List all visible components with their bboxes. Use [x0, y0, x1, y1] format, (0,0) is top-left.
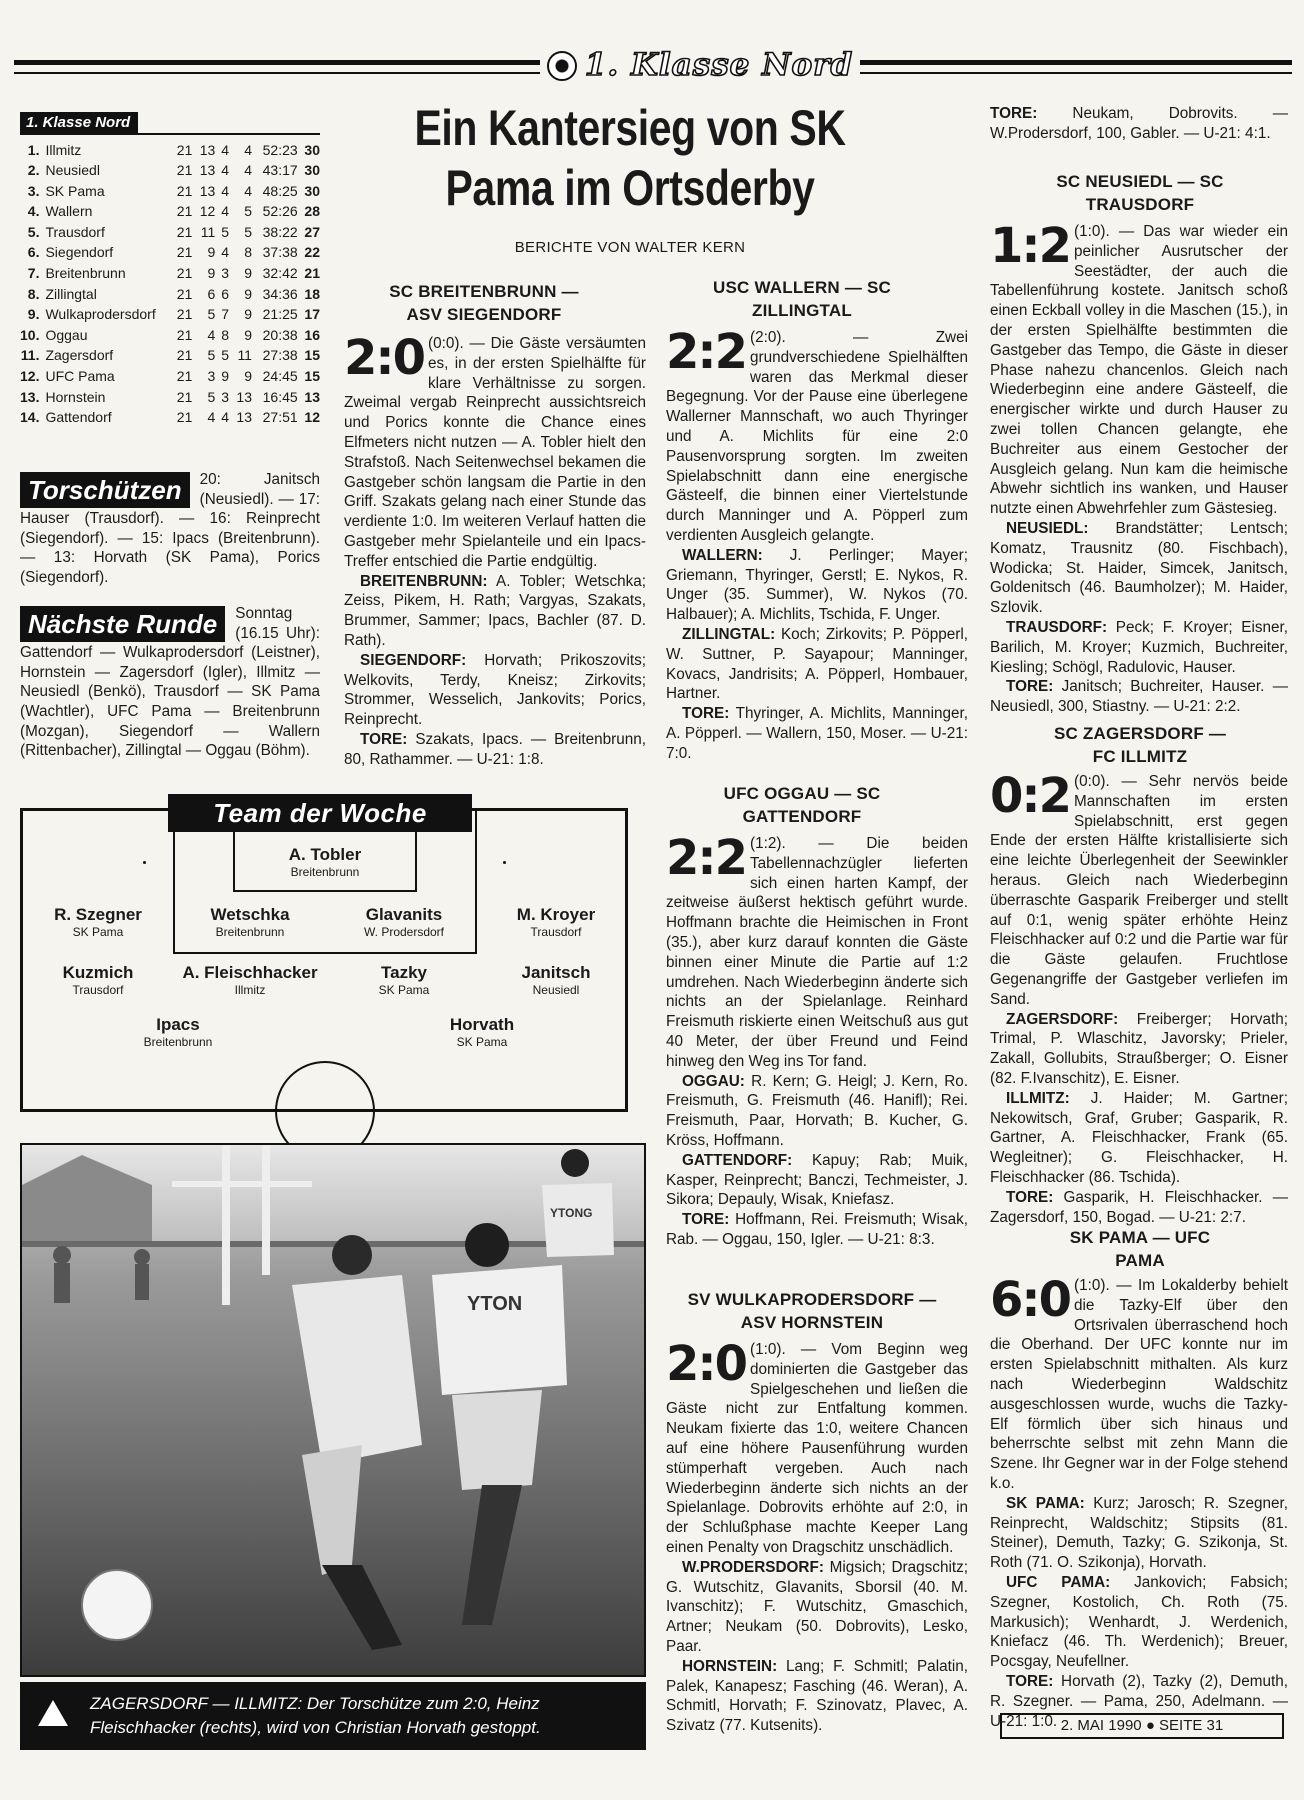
player-club: Neusiedl: [532, 983, 580, 997]
score: 2:2: [666, 324, 746, 380]
standings-w: 9: [207, 265, 216, 282]
lineup-label: WALLERN:: [682, 546, 763, 564]
standings-goals: 24:45: [262, 368, 298, 385]
standings-l: 4: [244, 162, 252, 179]
lineup-text: Horvath; Prikoszovits; Welkovits, Terdy, Kneisz; Zirkovits; Strommer, Wesselich, Jankovits; Porics, Reinprecht.: [344, 651, 646, 729]
pitch-corner-mark: [143, 861, 146, 864]
standings-gp: 21: [176, 306, 193, 323]
standings-row: [20, 181, 320, 202]
standings-w: 5: [207, 306, 216, 323]
match-photo-image: [22, 1145, 646, 1677]
goals-label: TORE:: [1006, 1672, 1054, 1690]
article-zagersdorf: [990, 768, 1289, 1227]
player-card: [175, 963, 325, 997]
standings-team: Oggau: [45, 326, 88, 343]
lineup-home: [666, 546, 968, 625]
standings-goals: 37:38: [262, 244, 298, 261]
lead-text: (1:0). — Das war wieder ein peinlicher Ausrutscher der Seestädter, der auch die Tabellenführung kostete. Janitsch schoß einen Eckball volley in die Maschen (15.), in der ersten Spielhälfte bestimmten die Gastgeber das Tempo, die Gäste in dieser Phase nahezu chancenlos. Gleich nach Wiederbeginn eine andere Gästeelf, die energischer wirkte und durch Hauser zu zwei tollen Chancen gelangte, ehe Buchreiter aus einem Gestocher der Ausgleich gelang. Nun kam die heimische Abwehr sichtlich ins wanken, und Hauser nutzte einen Abwehrfehler zum Gästesieg.: [990, 223, 1288, 518]
standings-pts: 30: [304, 182, 320, 199]
standings-d: 3: [221, 265, 230, 282]
standings-pos: 8.: [27, 285, 40, 302]
standings-pos: 14.: [20, 409, 40, 426]
lineup-label: BREITENBRUNN:: [360, 572, 488, 590]
standings-l: 8: [244, 244, 252, 261]
caption-arrow-icon: [38, 1700, 68, 1726]
player-club: Trausdorf: [530, 925, 582, 939]
standings-pts: 30: [304, 141, 320, 158]
lineup-home: [990, 1494, 1288, 1573]
standings-w: 13: [199, 182, 216, 199]
standings-pts: 13: [304, 388, 320, 405]
match-photo: [20, 1143, 646, 1677]
lineup-label: ZILLINGTAL:: [682, 625, 776, 643]
photo-caption-text: ZAGERSDORF — ILLMITZ: Der Torschütze zum 2:0, Heinz Fleischhacker (rechts), wird von Christian Horvath gestoppt.: [90, 1694, 541, 1737]
score: 2:2: [666, 830, 746, 886]
lineup-away: [344, 651, 646, 730]
player-name: Wetschka: [210, 905, 290, 924]
lineup-text: J. Haider; M. Gartner; Nekowitsch, Graf, Gruber; Gasparik, R. Gartner, A. Fleischhacker, Frank (65. Wegleitner); G. Fleischhacker, H. Fleischhacker (86. Tschida).: [990, 1089, 1289, 1186]
standings-w: 6: [207, 285, 216, 302]
player-card: [250, 845, 400, 879]
standings-pos: 13.: [20, 388, 40, 405]
lineup-label: GATTENDORF:: [682, 1151, 793, 1169]
standings-d: 4: [221, 409, 230, 426]
standings-row: [20, 325, 320, 346]
standings-l: 4: [244, 141, 252, 158]
standings-gp: 21: [176, 162, 193, 179]
scorers-text: 20: Janitsch (Neusiedl). — 17: Hauser (Trausdorf). — 16: Reinprecht (Siegendorf). — 15: Ipacs (Breitenbrunn). — 13: Horvath (SK Pama), Porics (Siegendorf).: [20, 471, 320, 586]
lead-text: (1:0). — Vom Beginn weg dominierten die Gastgeber das Spielgeschehen und ließen die Gäste nicht zur Entfaltung kommen. Neukam fixierte das 1:0, weitere Chancen auf eine höhere Pausenführung wurden stümperhaft vergeben. Auch nach Wiederbeginn änderte sich nichts an der Spielanlage. Dobrovits erhöhte auf 2:0, in der Schlußphase machte Keeper Lang einen Penalty von Dragschitz unschädlich.: [666, 1341, 968, 1556]
standings-gp: 21: [176, 265, 193, 282]
standings-row: [20, 243, 320, 264]
player-card: [407, 1015, 557, 1049]
standings-gp: 21: [176, 203, 193, 220]
standings-d: 7: [221, 306, 230, 323]
shirt-text-back: YTONG: [550, 1206, 593, 1220]
score: 2:0: [344, 330, 424, 386]
match-title-zagersdorf: SC ZAGERSDORF — FC ILLMITZ: [1053, 724, 1227, 766]
footer-date: 2. MAI 1990: [1060, 1717, 1142, 1734]
goals-label: TORE:: [682, 705, 730, 723]
standings-goals: 16:45: [262, 388, 298, 405]
standings-l: 9: [244, 285, 252, 302]
standings-gp: 21: [176, 285, 193, 302]
standings-pos: 12.: [20, 368, 40, 385]
standings-l: 13: [236, 409, 252, 426]
header-rule-left: [14, 60, 540, 74]
league-rule: [20, 133, 320, 135]
player-club: Breitenbrunn: [215, 925, 285, 939]
lineup-text: Lang; F. Schmitl; Palatin, Palek, Kanapesz; Fasching (46. Weran), A. Schmitl, Horvath; F. Szinovatz, Plavec, A. Szivatz (77. Kutsenits).: [666, 1657, 968, 1735]
next-round-text: Sonntag (16.15 Uhr): Gattendorf — Wulkaprodersdorf (Leistner), Hornstein — Zagersdorf (Igler), Illmitz — Neusiedl (Benkö), Trausdorf — SK Pama (Wachtler), UFC Pama — Breitenbrunn (Mozgan), Siegendorf — Wallern (Rittenbacher), Zillingtal — Oggau (Böhm).: [20, 605, 320, 760]
player-name: A. Fleischhacker: [182, 963, 318, 982]
standings-team: Trausdorf: [45, 223, 105, 240]
standings-l: 5: [244, 223, 252, 240]
standings-l: 11: [237, 347, 252, 364]
goals-line: [990, 1188, 1288, 1228]
section-header: [540, 44, 860, 88]
lineup-label: SIEGENDORF:: [360, 651, 467, 669]
standings-w: 12: [199, 203, 216, 220]
article-pama: [990, 1272, 1289, 1731]
standings-gp: 21: [176, 368, 193, 385]
player-name: A. Tobler: [288, 845, 362, 864]
goals-label: TORE:: [990, 105, 1038, 122]
player-card: [23, 963, 173, 997]
standings-d: 9: [221, 368, 230, 385]
goals-label: TORE:: [1006, 678, 1054, 696]
goals-label: TORE:: [360, 730, 408, 748]
standings-l: 9: [244, 306, 252, 323]
goals-text: Szakats, Ipacs. — Breitenbrunn, 80, Rathammer. — U-21: 1:8.: [344, 730, 646, 768]
lineup-text: Migsich; Dragschitz; G. Wutschitz, Glavanits, Sborsil (40. M. Ivanschitz); F. Wutschitz, Gmaschich, Artner; Neukam (50. Dobrovits), Lesko, Paar.: [666, 1558, 968, 1655]
standings-d: 8: [221, 326, 230, 343]
standings-pts: 17: [304, 306, 320, 323]
next-round-block: [20, 604, 320, 761]
standings-w: 4: [207, 326, 216, 343]
player-club: Breitenbrunn: [290, 865, 360, 879]
goals-text: Janitsch; Buchreiter, Hauser. — Neusiedl, 300, Stiastny. — U-21: 2:2.: [990, 678, 1288, 716]
standings-goals: 38:22: [262, 223, 298, 240]
match-title-breitenbrunn: SC BREITENBRUNN — ASV SIEGENDORF: [389, 282, 579, 324]
lineup-away: [666, 1657, 968, 1736]
standings-row: [20, 408, 320, 429]
lineup-label: W.PRODERSDORF:: [682, 1558, 824, 1576]
lineup-label: TRAUSDORF:: [1006, 618, 1108, 636]
lineup-text: Kapuy; Rab; Muik, Kasper, Reinprecht; Banczi, Techmeister, J. Sikora; Depauly, Wisak, Kniefasz.: [666, 1151, 969, 1209]
standings-row: [20, 161, 320, 182]
goals-line: [990, 104, 1288, 144]
standings-row: [20, 264, 320, 285]
player-name: Glavanits: [365, 905, 443, 924]
standings-pts: 12: [304, 409, 320, 426]
lead-text: (1:2). — Die beiden Tabellennachzügler lieferten sich einen harten Kampf, der zeitweise äußerst hektisch geführt wurde. Hoffmann brachte die Heimischen in Front (35.), aber kurz darauf konnten die Gäste binnen einer Minute die Partie auf 1:2 umdrehen. Nach Wiederbeginn änderte sich nichts an der Spielanlage. Reinhard Freismuth riskierte einen Weitschuß aus gut 40 Meter, der über Freund und Feind hinweg den Weg ins Tor fand.: [666, 835, 968, 1070]
standings-w: 11: [200, 223, 216, 240]
score: 0:2: [990, 768, 1070, 824]
standings-team: Wallern: [45, 203, 93, 220]
standings-l: 9: [244, 368, 252, 385]
goals-line: [666, 704, 968, 763]
lead-text: (2:0). — Zwei grundverschiedene Spielhälften waren das Merkmal dieser Begegnung. Vor der Pause eine überlegene Wallerner Mannschaft, wo auch Thyringer und A. Michlits für eine 2:0 Pausenvorsprung sorgten. Im zweiten Spielabschnitt dann eine energische Gästeelf, die binnen einer Viertelstunde durch Manninger und A. Pöpperl zum verdienten Ausgleich gelangte.: [666, 329, 968, 544]
standings-row: [20, 387, 320, 408]
standings-team: Neusiedl: [45, 162, 100, 179]
shirt-text-front: YTON: [467, 1293, 523, 1315]
football-icon: [547, 51, 577, 81]
standings-gp: 21: [176, 326, 193, 343]
standings-goals: 20:38: [262, 326, 298, 343]
article-oggau: [666, 830, 969, 1250]
lineup-label: HORNSTEIN:: [682, 1657, 778, 1675]
standings-team: Zagersdorf: [45, 347, 114, 364]
standings-d: 6: [221, 285, 230, 302]
lineup-text: Kurz; Jarosch; R. Szegner, Reinprecht, Waldschitz; Stipsits (81. Steiner), Demuth, Tazky; G. Szikonja, St. Roth (71. O. Szikonja), Horvath.: [990, 1494, 1289, 1572]
standings-pos: 6.: [27, 244, 40, 261]
next-round-title: Nächste Runde: [20, 606, 225, 642]
standings-gp: 21: [176, 388, 193, 405]
lineup-home: [990, 519, 1288, 618]
player-club: W. Prodersdorf: [363, 925, 445, 939]
lineup-label: OGGAU:: [682, 1072, 745, 1090]
standings-goals: 27:38: [262, 347, 298, 364]
standings-goals: 52:26: [262, 203, 298, 220]
standings-d: 5: [221, 347, 230, 364]
player-card: [481, 963, 631, 997]
standings-row: [20, 305, 320, 326]
standings-row: [20, 222, 320, 243]
lineup-label: ZAGERSDORF:: [1006, 1010, 1119, 1028]
standings-pts: 21: [304, 265, 320, 282]
standings-pts: 16: [304, 326, 320, 343]
standings-pos: 10.: [20, 326, 40, 343]
standings-team: Siegendorf: [45, 244, 114, 261]
lineup-home: [666, 1072, 968, 1151]
standings-table: [20, 140, 320, 428]
team-of-week-title: Team der Woche: [168, 794, 472, 832]
standings-d: 3: [221, 388, 230, 405]
standings-gp: 21: [176, 223, 193, 240]
lead-text: (0:0). — Die Gäste versäumten es, in der ersten Spielhälfte für klare Verhältnisse zu sorgen. Zweimal vergab Reinprecht aussichtsreich und Porics konnte die Chance eines Elfmeters nicht nutzen — A. Tobler hielt den Strafstoß. Nach Seitenwechsel bekamen die Gastgeber schön langsam die Partie in den Griff. Szakats gelang nach einer Stunde das verdiente 1:0. Im weiteren Verlauf hatten die Gastgeber mehr Spielanteile und ein Ipacs-Treffer entschied die Partie endgültig.: [344, 335, 646, 570]
lineup-text: Freiberger; Horvath; Trimal, P. Wlaschitz, Javorsky; Prieler, Zakall, Gollubits, Straußberger; O. Eisner (82. F.Ivanschitz), E. Eisner.: [990, 1010, 1288, 1087]
goals-label: TORE:: [1006, 1188, 1054, 1206]
standings-team: Hornstein: [45, 388, 106, 405]
player-card: [175, 905, 325, 939]
player-name: Kuzmich: [62, 963, 134, 982]
match-title-wallern: USC WALLERN — SC ZILLINGTAL: [713, 278, 891, 320]
player-card: [23, 905, 173, 939]
player-name: R. Szegner: [54, 905, 142, 924]
standings-w: 3: [207, 368, 216, 385]
score: 2:0: [666, 1336, 746, 1392]
goals-text: Neukam, Dobrovits. — W.Prodersdorf, 100, Gabler. — U-21: 4:1.: [990, 105, 1288, 142]
player-club: Illmitz: [234, 983, 266, 997]
match-title-pama: SK PAMA — UFC PAMA: [1069, 1228, 1211, 1270]
player-name: Janitsch: [521, 963, 591, 982]
byline: BERICHTE VON WALTER KERN: [514, 239, 746, 256]
lineup-away: [990, 618, 1288, 677]
standings-row: [20, 346, 320, 367]
article-wulka: [666, 1336, 968, 1736]
player-card: [481, 905, 631, 939]
standings-l: 5: [244, 203, 252, 220]
standings-w: 4: [207, 409, 216, 426]
lead-text: (0:0). — Sehr nervös beide Mannschaften im ersten Spielabschnitt, erst gegen Ende der ersten Hälfte kristallisierte sich eine leichte Überlegenheit der Seewinkler heraus. Gleich nach Wiederbeginn überraschte Gasparik Freiberger und stellt auf 0:1, wenig später erhöhte Heinz Fleischhacker auf 0:2 und die Partie war für die Gäste gelaufen. Fruchtlose Gegenangriffe der Gastgeber verliefen im Sand.: [990, 773, 1288, 1008]
player-card: [329, 963, 479, 997]
player-card: [103, 1015, 253, 1049]
match-title-wulka: SV WULKAPRODERSDORF — ASV HORNSTEIN: [687, 1290, 937, 1332]
standings-w: 13: [199, 141, 216, 158]
lineup-label: UFC PAMA:: [1006, 1573, 1111, 1591]
standings-pos: 11.: [20, 347, 40, 364]
standings-pos: 4.: [27, 203, 40, 220]
lineup-home: [344, 572, 646, 651]
standings-pos: 5.: [27, 223, 40, 240]
standings-l: 9: [244, 265, 252, 282]
standings-goals: 32:42: [262, 265, 298, 282]
lineup-label: ILLMITZ:: [1006, 1089, 1070, 1107]
standings-d: 4: [221, 244, 230, 261]
match-title-oggau: UFC OGGAU — SC GATTENDORF: [723, 784, 881, 826]
section-title: 1. Klasse Nord: [584, 47, 854, 84]
football-image: [82, 1570, 152, 1640]
standings-pts: 22: [304, 244, 320, 261]
standings-pts: 18: [304, 285, 320, 302]
article-wallern: [666, 324, 968, 764]
standings-team: Breitenbrunn: [45, 265, 126, 282]
standings-gp: 21: [176, 141, 193, 158]
lineup-label: NEUSIEDL:: [1006, 519, 1089, 537]
standings-pts: 15: [304, 368, 320, 385]
standings-gp: 21: [176, 347, 193, 364]
standings-team: Gattendorf: [45, 409, 112, 426]
standings-gp: 21: [176, 244, 193, 261]
lineup-text: Koch; Zirkovits; P. Pöpperl, W. Suttner, P. Sayapour; Manninger, Kovacs, Jandrisits; A. Pöpperl, Hombauer, Hartner.: [666, 625, 968, 703]
standings-goals: 43:17: [262, 162, 298, 179]
standings-w: 13: [199, 162, 216, 179]
standings-pos: 7.: [27, 265, 40, 282]
standings-w: 5: [207, 347, 216, 364]
standings-team: Wulkaprodersdorf: [45, 306, 156, 323]
lineup-text: Jankovich; Fabsich; Szegner, Kostolich, Ch. Roth (75. Markusich); Wenhardt, J. Werdenich, Kniefacz (46. Th. Werdenich); Breuer, Pocsgay, Neufellner.: [990, 1573, 1288, 1671]
standings-d: 4: [221, 203, 230, 220]
player-club: SK Pama: [72, 925, 124, 939]
standings-l: 13: [236, 388, 252, 405]
goals-text: Horvath (2), Tazky (2), Demuth, R. Szegner. — Pama, 250, Adelmann. — U-21: 1:0.: [990, 1672, 1288, 1730]
player-club: Trausdorf: [72, 983, 124, 997]
player-name: Tazky: [381, 963, 427, 982]
standings-d: 4: [221, 162, 230, 179]
player-card: [329, 905, 479, 939]
player-name: M. Kroyer: [516, 905, 596, 924]
standings-pts: 30: [304, 162, 320, 179]
scorers-block: [20, 470, 320, 588]
standings-goals: 48:25: [262, 182, 298, 199]
standings-row: [20, 367, 320, 388]
standings-team: Zillingtal: [45, 285, 97, 302]
team-of-week-pitch: [20, 808, 628, 1112]
score: 1:2: [990, 218, 1070, 274]
player-club: Breitenbrunn: [143, 1035, 213, 1049]
pitch-corner-mark: [503, 861, 506, 864]
standings-goals: 34:36: [262, 285, 298, 302]
standings-w: 5: [207, 388, 216, 405]
score: 6:0: [990, 1272, 1070, 1328]
standings-gp: 21: [176, 182, 193, 199]
photo-caption: [20, 1682, 646, 1750]
scorers-title: Torschützen: [20, 472, 190, 508]
goals-label: TORE:: [682, 1211, 730, 1229]
player-club: SK Pama: [378, 983, 430, 997]
league-title: 1. Klasse Nord: [20, 112, 138, 134]
player-club: SK Pama: [456, 1035, 508, 1049]
standings-d: 4: [221, 182, 230, 199]
goals-line: [990, 677, 1288, 717]
standings-gp: 21: [176, 409, 193, 426]
headline: Ein Kantersieg von SK Pama im Ortsderby: [414, 100, 846, 216]
lineup-away: [666, 1151, 968, 1210]
lineup-away: [990, 1573, 1288, 1672]
footer-page: SEITE 31: [1159, 1717, 1224, 1734]
player-name: Ipacs: [156, 1015, 200, 1034]
standings-l: 9: [244, 326, 252, 343]
standings-team: UFC Pama: [45, 368, 115, 385]
page-footer: [1000, 1713, 1284, 1739]
lineup-away: [666, 625, 968, 704]
standings-row: [20, 140, 320, 161]
standings-pts: 27: [304, 223, 320, 240]
goals-text: Thyringer, A. Michlits, Manninger, A. Pöpperl. — Wallern, 150, Moser. — U-21: 7:0.: [666, 705, 968, 762]
standings-row: [20, 284, 320, 305]
player-name: Horvath: [449, 1015, 515, 1034]
article-neusiedl: [990, 218, 1289, 717]
lineup-home: [990, 1010, 1288, 1089]
article-wulka-goals: [990, 104, 1288, 144]
lineup-away: [990, 1089, 1288, 1188]
standings-goals: 21:25: [262, 306, 298, 323]
standings-goals: 27:51: [262, 409, 298, 426]
lineup-text: Peck; F. Kroyer; Eisner, Barilich, M. Kroyer; Kuzmich, Buchreiter, Kiesling; Schögl, Radulovic, Hauser.: [990, 618, 1289, 676]
goals-line: [666, 1210, 968, 1250]
match-title-neusiedl: SC NEUSIEDL — SC TRAUSDORF: [1056, 172, 1224, 214]
standings-d: 5: [221, 223, 230, 240]
standings-goals: 52:23: [262, 141, 298, 158]
goals-line: [344, 730, 646, 770]
goals-text: Gasparik, H. Fleischhacker. — Zagersdorf, 150, Bogad. — U-21: 2:7.: [990, 1188, 1289, 1226]
standings-pos: 3.: [27, 182, 40, 199]
bullet-icon: ●: [1145, 1717, 1155, 1734]
article-breitenbrunn: [344, 330, 647, 770]
lead-text: (1:0). — Im Lokalderby behielt die Tazky-Elf über den Ortsrivalen überraschend hoch die Oberhand. Der UFC konnte nur im ersten Spielabschnitt mithalten. Als kurz nach Wiederbeginn Waldschitz ausgeschlossen wurde, wuchs die Tazky-Elf förmlich über sich hinaus und beherrschte selbst mit zehn Mann die Szene. Ihr Gegner war in der Folge stehend k.o.: [990, 1277, 1288, 1492]
standings-d: 4: [221, 141, 230, 158]
lineup-text: A. Tobler; Wetschka; Zeiss, Pikem, H. Rath; Vargyas, Szakats, Brummer, Sammer; Ipacs, Bachler (87. D. Rath).: [344, 572, 647, 649]
standings-pts: 28: [304, 203, 320, 220]
header-rule-right: [860, 60, 1292, 74]
lineup-text: J. Perlinger; Mayer; Griemann, Thyringer, Gerstl; E. Nykos, R. Unger (35. Summer), W. Nykos (70. Halbauer); A. Michlits, Tschida, F. Unger.: [666, 546, 968, 624]
goals-text: Hoffmann, Rei. Freismuth; Wisak, Rab. — Oggau, 150, Igler. — U-21: 8:3.: [666, 1211, 968, 1248]
standings-l: 4: [244, 182, 252, 199]
standings-w: 9: [207, 244, 216, 261]
standings-pos: 9.: [27, 306, 40, 323]
lineup-text: R. Kern; G. Heigl; J. Kern, Ro. Freismuth, G. Freismuth (46. Hanifl); Rei. Freismuth, Paar, Horvath; B. Kucher, G. Kröss, Hoffmann.: [666, 1072, 968, 1149]
standings-pts: 15: [304, 347, 320, 364]
lineup-text: Brandstätter; Lentsch; Komatz, Trausnitz (80. Fischbach), Wodicka; St. Haider, Simcek, Janitsch, Goldenitsch (46. Baumholzer); M. Haider, Szlovik.: [990, 519, 1288, 617]
standings-pos: 1.: [27, 141, 40, 158]
standings-team: Illmitz: [45, 141, 82, 158]
standings-team: SK Pama: [45, 182, 105, 199]
lineup-label: SK PAMA:: [1006, 1494, 1085, 1512]
standings-row: [20, 202, 320, 223]
lineup-home: [666, 1558, 968, 1657]
standings-pos: 2.: [27, 162, 40, 179]
